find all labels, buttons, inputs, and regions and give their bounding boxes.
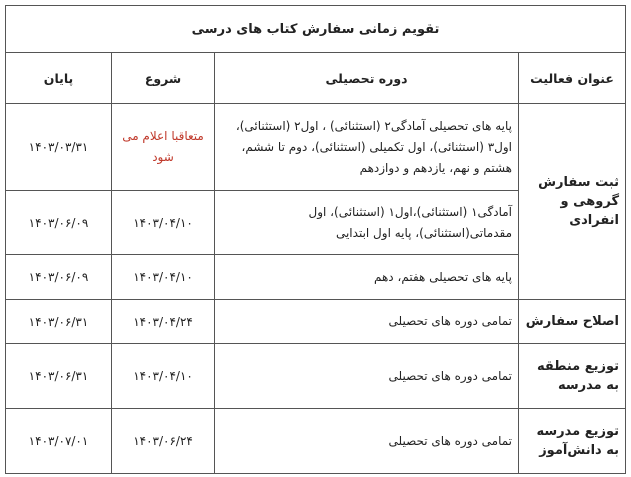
- table-title: تقویم زمانی سفارش کتاب های درسی: [6, 6, 626, 53]
- activity-cell: ثبت سفارش گروهی و انفرادی: [519, 104, 626, 300]
- header-activity: عنوان فعالیت: [519, 53, 626, 104]
- header-row: [6, 53, 626, 104]
- schedule-table: [5, 5, 626, 474]
- start-date-cell: ۱۴۰۳/۰۴/۲۴: [112, 300, 215, 344]
- start-date-cell: ۱۴۰۳/۰۴/۱۰: [112, 344, 215, 409]
- end-date-cell: ۱۴۰۳/۰۳/۳۱: [6, 104, 112, 191]
- end-date-cell: ۱۴۰۳/۰۶/۰۹: [6, 191, 112, 255]
- activity-cell: توزیع منطقه به مدرسه: [519, 344, 626, 409]
- start-date-cell: ۱۴۰۳/۰۶/۲۴: [112, 409, 215, 474]
- start-date-cell: ۱۴۰۳/۰۴/۱۰: [112, 191, 215, 255]
- end-date-cell: ۱۴۰۳/۰۶/۰۹: [6, 255, 112, 300]
- header-start: شروع: [112, 53, 215, 104]
- period-cell: پایه های تحصیلی آمادگی۲ (استثنائی) ، اول۲ (استثنائی)، اول۳ (استثنائی)، اول تکمیلی (استثنائی)، دوم تا ششم، هشتم و نهم، یازدهم و دوازدهم: [215, 104, 519, 191]
- calendar-sheet: [5, 5, 625, 471]
- period-cell: آمادگی۱ (استثنائی)،اول۱ (استثنائی)، اول مقدماتی(استثنائی)، پایه اول ابتدایی: [215, 191, 519, 255]
- table-row: [6, 409, 626, 474]
- end-date-cell: ۱۴۰۳/۰۶/۳۱: [6, 300, 112, 344]
- header-period: دوره تحصیلی: [215, 53, 519, 104]
- start-date-cell: ۱۴۰۳/۰۴/۱۰: [112, 255, 215, 300]
- period-cell: تمامی دوره های تحصیلی: [215, 409, 519, 474]
- end-date-cell: ۱۴۰۳/۰۶/۳۱: [6, 344, 112, 409]
- activity-cell: توزیع مدرسه به دانش‌آموز: [519, 409, 626, 474]
- activity-cell: اصلاح سفارش: [519, 300, 626, 344]
- header-end: پایان: [6, 53, 112, 104]
- period-cell: تمامی دوره های تحصیلی: [215, 344, 519, 409]
- table-row: [6, 104, 626, 191]
- period-cell: پایه های تحصیلی هفتم، دهم: [215, 255, 519, 300]
- start-date-cell: متعاقبا اعلام می شود: [112, 104, 215, 191]
- table-row: [6, 344, 626, 409]
- end-date-cell: ۱۴۰۳/۰۷/۰۱: [6, 409, 112, 474]
- period-cell: تمامی دوره های تحصیلی: [215, 300, 519, 344]
- table-row: [6, 300, 626, 344]
